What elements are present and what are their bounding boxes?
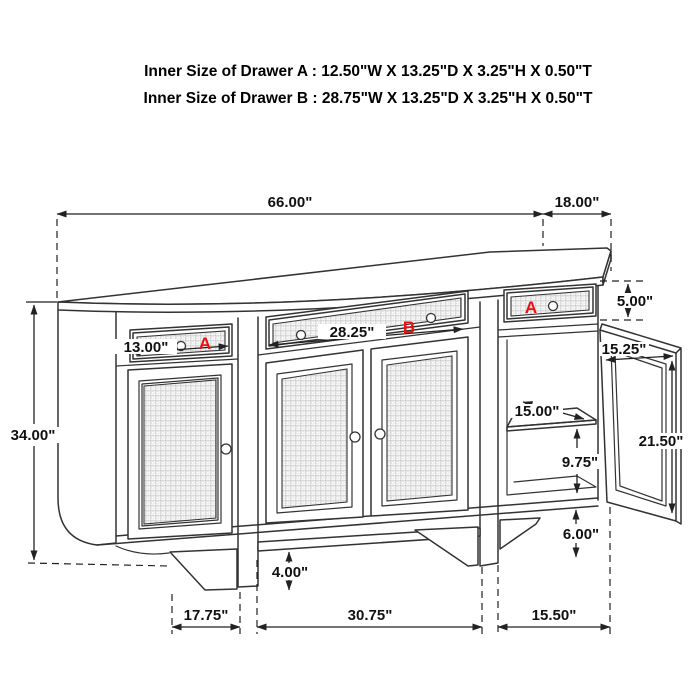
knob-middle-door-right bbox=[375, 429, 385, 439]
middle-door-right bbox=[371, 337, 468, 516]
dim-shelf-gap: 9.75" bbox=[561, 454, 599, 471]
dim-leg-height: 4.00" bbox=[271, 564, 309, 581]
dim-middle-section-width: 30.75" bbox=[347, 607, 393, 624]
left-door bbox=[128, 364, 232, 539]
dim-shelf-depth: 15.00" bbox=[514, 403, 560, 420]
label-drawer-a-left: A bbox=[198, 334, 212, 353]
dim-top-depth: 18.00" bbox=[554, 194, 600, 211]
dim-left-drawer-width: 13.00" bbox=[123, 339, 169, 356]
middle-leg-bracket bbox=[415, 527, 478, 566]
dim-open-door-height: 21.50" bbox=[638, 433, 684, 450]
label-drawer-a-right: A bbox=[524, 298, 538, 317]
dim-base-clearance: 6.00" bbox=[562, 526, 600, 543]
dim-overall-height: 34.00" bbox=[10, 427, 56, 444]
right-post bbox=[480, 300, 498, 566]
right-leg-bracket bbox=[500, 518, 540, 549]
left-post bbox=[238, 317, 258, 587]
dim-top-width: 66.00" bbox=[267, 194, 313, 211]
knob-drawer-a-right bbox=[549, 302, 558, 311]
dim-open-door-width: 15.25" bbox=[601, 341, 647, 358]
header-drawer-b-size: Inner Size of Drawer B : 28.75"W X 13.25"D X 3.25"H X 0.50"T bbox=[143, 90, 593, 107]
knob-left-door bbox=[221, 444, 231, 454]
knob-drawer-b-2 bbox=[427, 314, 436, 323]
dim-drawer-height: 5.00" bbox=[616, 293, 654, 310]
knob-middle-door-left bbox=[350, 432, 360, 442]
middle-door-left bbox=[266, 350, 363, 523]
knob-drawer-b-1 bbox=[297, 331, 306, 340]
header-drawer-a-size: Inner Size of Drawer A : 12.50"W X 13.25"D X 3.25"H X 0.50"T bbox=[144, 63, 592, 80]
label-drawer-b: B bbox=[402, 318, 416, 337]
dim-middle-drawer-width: 28.25" bbox=[329, 324, 375, 341]
dim-left-section-width: 17.75" bbox=[183, 607, 229, 624]
left-leg-bracket bbox=[170, 549, 237, 590]
dim-right-section-width: 15.50" bbox=[531, 607, 577, 624]
